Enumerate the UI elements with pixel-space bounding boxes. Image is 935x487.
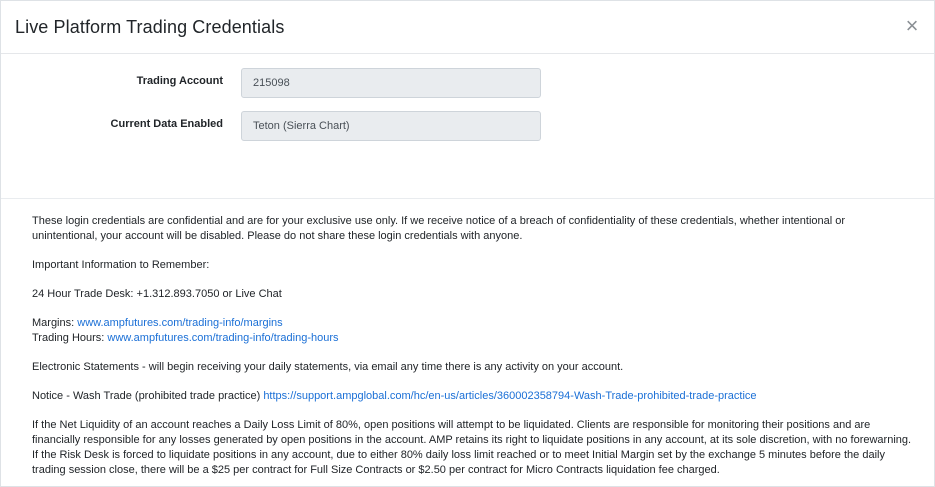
current-data-label: Current Data Enabled [110, 118, 223, 130]
current-data-field[interactable]: Teton (Sierra Chart) [241, 111, 541, 141]
statements-text: Electronic Statements - will begin receiving your daily statements, via email any time there is any activity on your account. [32, 361, 624, 373]
modal-title: Live Platform Trading Credentials [15, 17, 285, 37]
liquidity-text: If the Net Liquidity of an account reaches a Daily Loss Limit of 80%, open positions will attempt to be liquidated. Clients are responsible for monitoring their positions and are financially responsible for any losses generated by open positions in the account. AMP retains its right to liquidate positions in any account, at its sole discretion, with no forewarning. If the Risk Desk is forced to liquidate positions in any account, due to either 80% daily loss limit reached or to meet Initial Margin set by the exchange 5 minutes before the daily trading session close, there will be a $25 per contract for Full Size Contracts or $2.50 per contract for Micro Contracts liquidation fee charged. [32, 419, 912, 476]
trading-account-row [1, 68, 934, 98]
modal-header [1, 1, 934, 54]
info-content [32, 214, 912, 487]
trading-account-field[interactable]: 215098 [241, 68, 541, 98]
wash-trade-paragraph [32, 389, 912, 404]
margins-label: Margins: [32, 317, 78, 329]
important-heading: Important Information to Remember: [32, 259, 210, 271]
wash-trade-label: Notice - Wash Trade (prohibited trade practice) [32, 390, 264, 402]
credentials-form [1, 54, 934, 199]
close-icon[interactable]: × [905, 13, 919, 38]
trading-hours-link[interactable]: www.ampfutures.com/trading-info/trading-hours [107, 332, 339, 344]
disclaimer-text: These login credentials are confidential and are for your exclusive use only. If we receive notice of a breach of confidentiality of these credentials, whether intentional or unintentional, your account will be disabled. Please do not share these login credentials with anyone. [32, 215, 846, 242]
margins-link[interactable]: www.ampfutures.com/trading-info/margins [77, 317, 283, 329]
wash-trade-link[interactable]: https://support.ampglobal.com/hc/en-us/articles/360002358794-Wash-Trade-prohibited-trade-practice [263, 390, 757, 402]
links-paragraph [32, 316, 912, 346]
current-data-row [1, 111, 934, 141]
trade-desk-text: 24 Hour Trade Desk: +1.312.893.7050 or Live Chat [32, 288, 282, 300]
trading-account-label: Trading Account [136, 75, 223, 87]
trading-hours-label: Trading Hours: [32, 332, 108, 344]
